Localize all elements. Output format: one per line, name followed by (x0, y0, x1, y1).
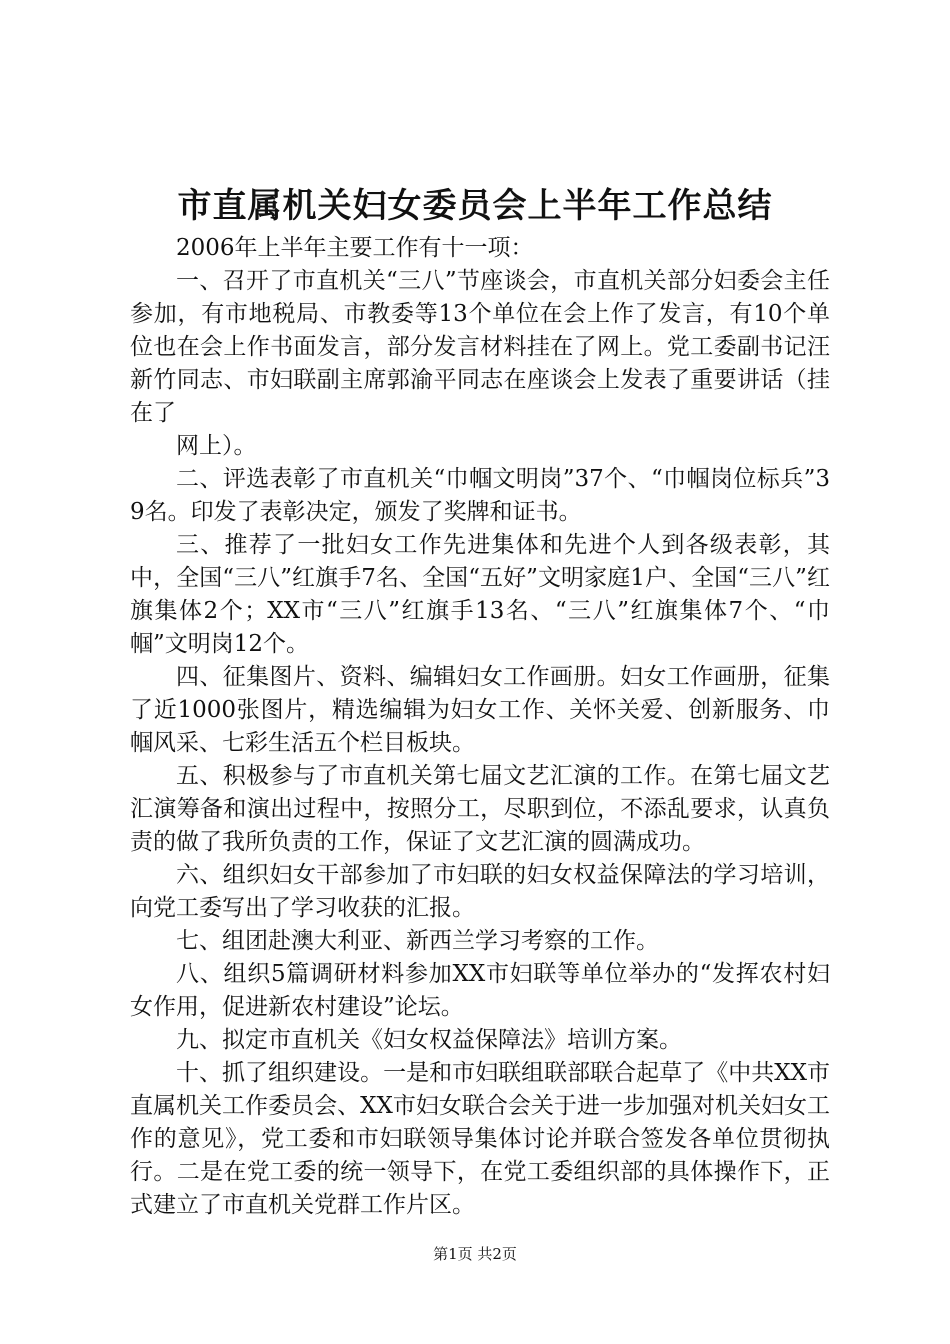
page-number-footer: 第1页 共2页 (433, 1245, 517, 1263)
item-8-paragraph: 八、组织5篇调研材料参加XX市妇联等单位举办的“发挥农村妇女作用，促进新农村建设”论坛。 (130, 961, 830, 1020)
item-1-continuation: 网上）。 (176, 433, 257, 459)
item-9-paragraph: 九、拟定市直机关《妇女权益保障法》培训方案。 (176, 1027, 682, 1053)
item-2-paragraph: 二、评选表彰了市直机关“巾帼文明岗”37个、“巾帼岗位标兵”39名。印发了表彰决定，颁发了奖牌和证书。 (130, 466, 830, 525)
item-3-paragraph: 三、推荐了一批妇女工作先进集体和先进个人到各级表彰，其中，全国“三八”红旗手7名、全国“五好”文明家庭1户、全国“三八”红旗集体2个；XX市“三八”红旗手13名、“三八”红旗集体7个、“巾帼”文明岗12个。 (130, 532, 830, 657)
item-6-paragraph: 六、组织妇女干部参加了市妇联的妇女权益保障法的学习培训，向党工委写出了学习收获的汇报。 (130, 862, 830, 921)
document-title: 市直属机关妇女委员会上半年工作总结 (177, 186, 773, 226)
item-5-paragraph: 五、积极参与了市直机关第七届文艺汇演的工作。在第七届文艺汇演筹备和演出过程中，按照分工，尽职到位，不添乱要求，认真负责的做了我所负责的工作，保证了文艺汇演的圆满成功。 (130, 763, 830, 855)
document-body (130, 232, 830, 1222)
item-4-paragraph: 四、征集图片、资料、编辑妇女工作画册。妇女工作画册，征集了近1000张图片，精选编辑为妇女工作、关怀关爱、创新服务、巾帼风采、七彩生活五个栏目板块。 (130, 664, 830, 756)
item-7-paragraph: 七、组团赴澳大利亚、新西兰学习考察的工作。 (176, 928, 659, 954)
intro-paragraph: 2006年上半年主要工作有十一项： (176, 235, 534, 261)
item-1-paragraph: 一、召开了市直机关“三八”节座谈会，市直机关部分妇委会主任参加，有市地税局、市教委等13个单位在会上作了发言，有10个单位也在会上作书面发言，部分发言材料挂在了网上。党工委副书记汪新竹同志、市妇联副主席郭渝平同志在座谈会上发表了重要讲话（挂在了 (130, 268, 830, 426)
item-10-paragraph: 十、抓了组织建设。一是和市妇联组联部联合起草了《中共XX市直属机关工作委员会、XX市妇女联合会关于进一步加强对机关妇女工作的意见》，党工委和市妇联领导集体讨论并联合签发各单位贯彻执行。二是在党工委的统一领导下，在党工委组织部的具体操作下，正式建立了市直机关党群工作片区。 (130, 1060, 830, 1218)
